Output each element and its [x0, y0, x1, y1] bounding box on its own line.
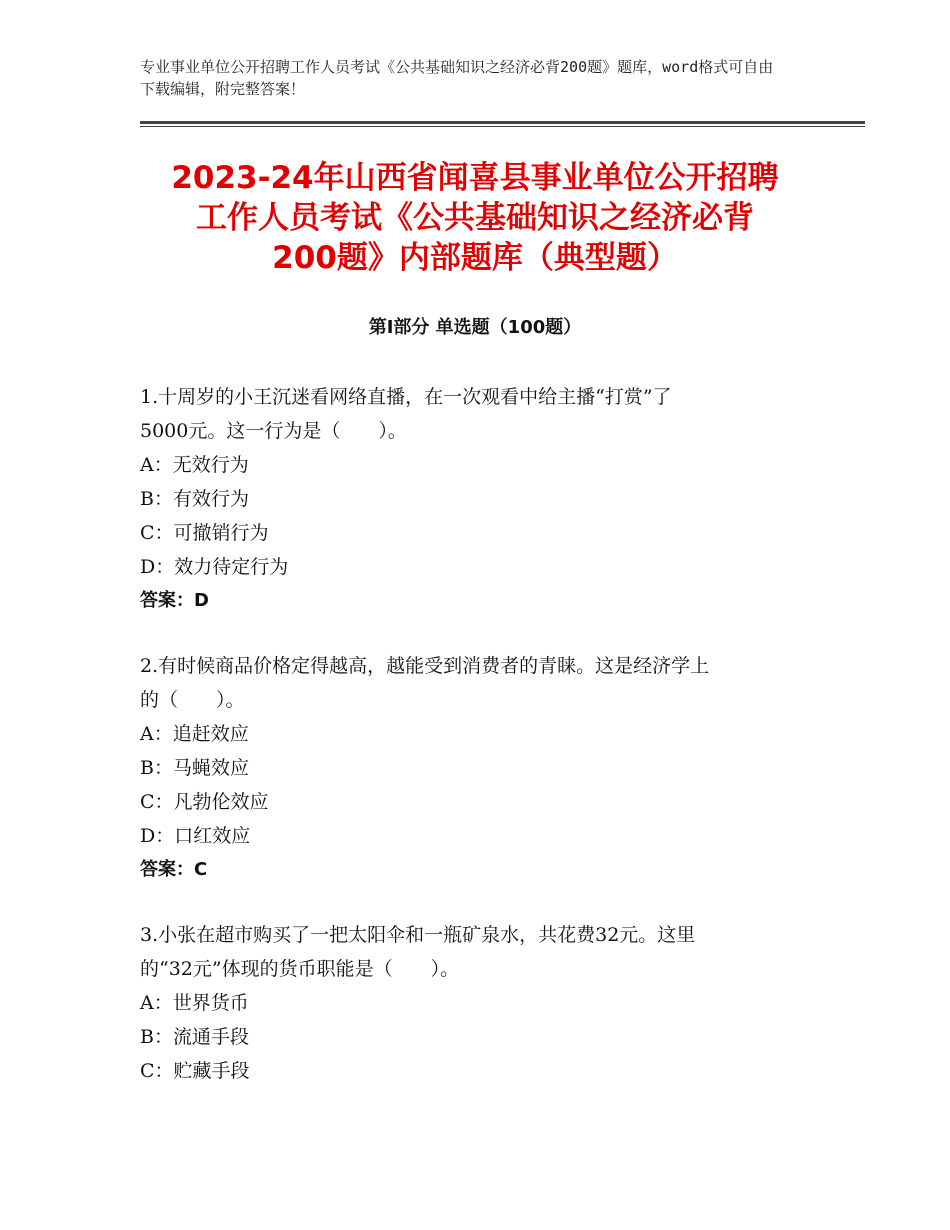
option-c: C：贮藏手段	[140, 1060, 250, 1082]
question-1	[140, 380, 800, 618]
option-b: B：流通手段	[140, 1026, 249, 1048]
question-stem: 的（ ）。	[140, 689, 245, 711]
section-heading: 第Ⅰ部分 单选题（100题）	[368, 317, 582, 338]
title-line: 工作人员考试《公共基础知识之经济必背	[196, 200, 754, 236]
question-stem: 3.小张在超市购买了一把太阳伞和一瓶矿泉水，共花费32元。这里	[140, 924, 696, 946]
header-note: 专业事业单位公开招聘工作人员考试《公共基础知识之经济必背200题》题库，word格式可自由下载编辑，附完整答案！	[140, 58, 774, 98]
document-title	[120, 158, 830, 278]
question-stem: 1.十周岁的小王沉迷看网络直播，在一次观看中给主播“打赏”了	[140, 386, 672, 408]
title-line: 200题》内部题库（典型题）	[272, 240, 678, 276]
answer: 答案：C	[140, 859, 208, 880]
option-b: B：马蝇效应	[140, 757, 249, 779]
title-line: 2023-24年山西省闻喜县事业单位公开招聘	[171, 160, 779, 196]
option-a: A：追赶效应	[140, 723, 249, 745]
option-b: B：有效行为	[140, 488, 249, 510]
answer: 答案：D	[140, 590, 209, 611]
question-2	[140, 649, 800, 887]
header-divider-thick	[140, 121, 865, 124]
question-list	[140, 380, 800, 1119]
question-stem: 5000元。这一行为是（ ）。	[140, 420, 407, 442]
question-3	[140, 918, 800, 1088]
header-divider-thin	[140, 126, 865, 127]
option-c: C：凡勃伦效应	[140, 791, 269, 813]
question-stem: 的“32元”体现的货币职能是（ ）。	[140, 958, 460, 980]
option-a: A：无效行为	[140, 454, 249, 476]
option-c: C：可撤销行为	[140, 522, 269, 544]
option-d: D：口红效应	[140, 825, 251, 847]
option-d: D：效力待定行为	[140, 556, 289, 578]
question-stem: 2.有时候商品价格定得越高，越能受到消费者的青睐。这是经济学上	[140, 655, 710, 677]
option-a: A：世界货币	[140, 992, 249, 1014]
